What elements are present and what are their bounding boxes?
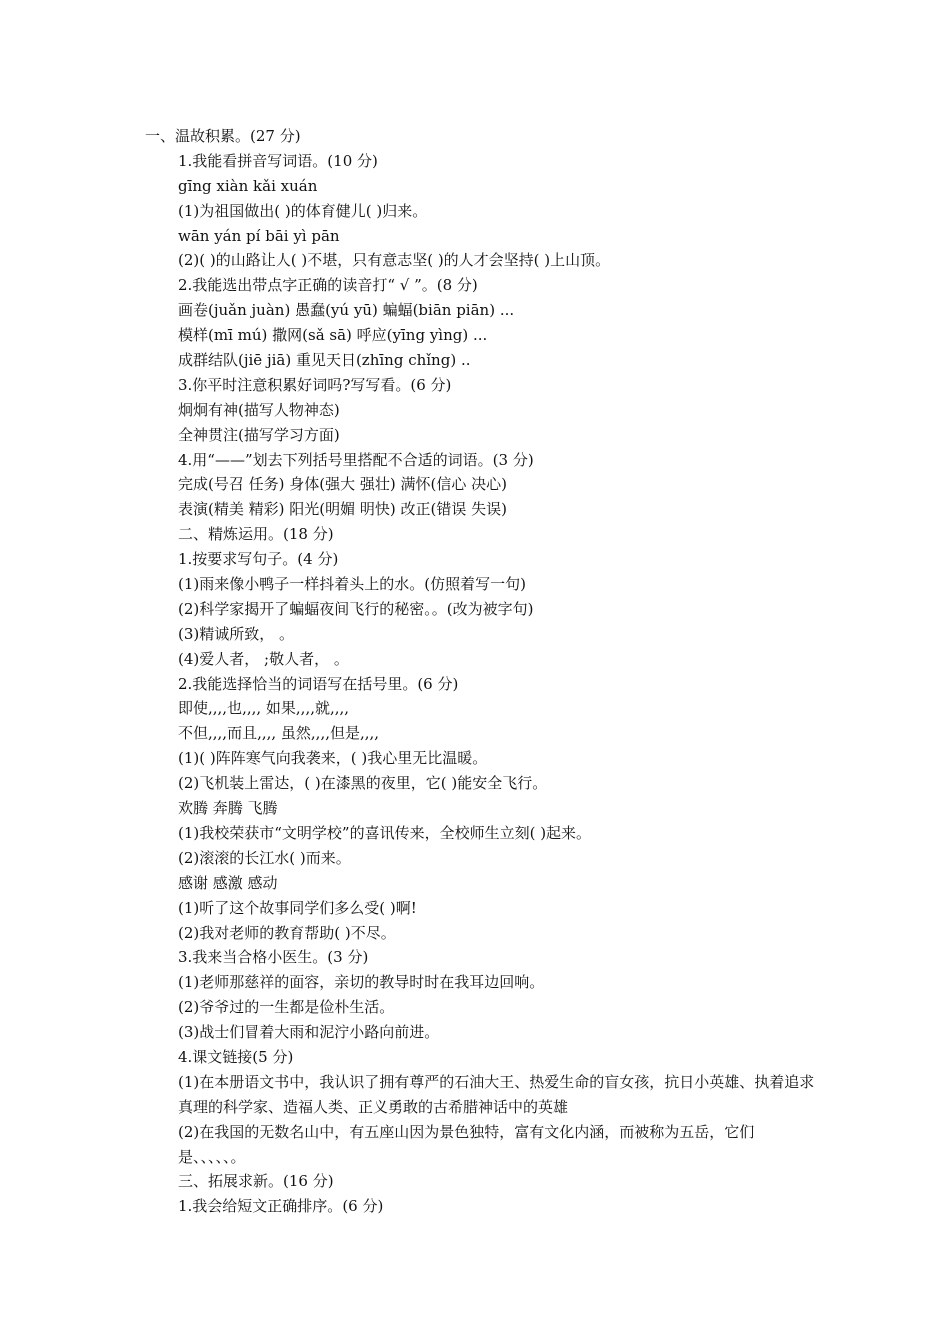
text-line: (4)爱人者， ;敬人者， 。 (178, 649, 349, 668)
text-line: (3)精诚所致， 。 (178, 624, 295, 643)
text-line: (1)老师那慈祥的面容，亲切的教导时时在我耳边回响。 (178, 973, 545, 992)
text-line: 3.你平时注意积累好词吗?写写看。(6 分) (178, 375, 452, 394)
text-line: 炯炯有神(描写人物神态) (178, 400, 340, 419)
text-line: (2)我对老师的教育帮助( )不尽。 (178, 923, 396, 942)
line-group-tail (145, 1169, 815, 1219)
paragraph-course-link-1: (1)在本册语文书中，我认识了拥有尊严的石油大王、热爱生命的盲女孩，抗日小英雄、执着追求真理的科学家、造福人类、正义勇敢的古希腊神话中的英雄 (178, 1072, 815, 1116)
text-line: 1.按要求写句子。(4 分) (178, 550, 339, 569)
text-line: (2)滚滚的长江水( )而来。 (178, 848, 351, 867)
text-line: (3)战士们冒着大雨和泥泞小路向前进。 (178, 1023, 440, 1042)
text-line: (1)( )阵阵寒气向我袭来，( )我心里无比温暖。 (178, 749, 488, 768)
text-line: (1)为祖国做出( )的体育健儿( )归来。 (178, 201, 428, 220)
text-line: 完成(号召 任务) 身体(强大 强壮) 满怀(信心 决心) (178, 475, 507, 494)
text-line: (1)雨来像小鸭子一样抖着头上的水。(仿照着写一句) (178, 575, 526, 594)
text-line: 模样(mī mú) 撒网(sǎ sā) 呼应(yīng yìng) ... (178, 326, 488, 345)
text-line: 2.我能选出带点字正确的读音打“ √ ”。(8 分) (178, 276, 478, 295)
text-line: 三、拓展求新。(16 分) (178, 1172, 334, 1191)
text-line: 画卷(juǎn juàn) 愚蠢(yú yū) 蝙蝠(biān piān) ... (178, 301, 515, 320)
text-line: (2)( )的山路让人( )不堪，只有意志坚( )的人才会坚持( )上山顶。 (178, 251, 611, 270)
text-line: 一、温故积累。(27 分) (145, 127, 301, 145)
text-line: 3.我来当合格小医生。(3 分) (178, 948, 369, 967)
text-line: 4.课文链接(5 分) (178, 1047, 294, 1066)
text-line: 表演(精美 精彩) 阳光(明媚 明快) 改正(错误 失误) (178, 500, 507, 519)
text-line: (1)我校荣获市“文明学校”的喜讯传来，全校师生立刻( )起来。 (178, 823, 592, 842)
text-line: gīng xiàn kǎi xuán (178, 176, 318, 195)
text-line: 4.用“——”划去下列括号里搭配不合适的词语。(3 分) (178, 450, 534, 469)
text-line: (2)科学家揭开了蝙蝠夜间飞行的秘密。。(改为被字句) (178, 599, 534, 618)
text-line: (1)听了这个故事同学们多么受( )啊! (178, 898, 417, 917)
text-line: 1.我会给短文正确排序。(6 分) (178, 1197, 384, 1216)
paragraph-course-link-2: (2)在我国的无数名山中，有五座山因为景色独特，富有文化内涵，而被称为五岳，它们是、、、、、。 (178, 1122, 755, 1166)
document-body (145, 124, 815, 1219)
text-line: 成群结队(jiē jiā) 重见天日(zhīng chǐng) .. (178, 351, 471, 370)
text-line: 1.我能看拼音写词语。(10 分) (178, 151, 378, 170)
text-line: 全神贯注(描写学习方面) (178, 425, 340, 444)
text-line: 2.我能选择恰当的词语写在括号里。(6 分) (178, 674, 459, 693)
line-group-main (145, 124, 815, 1070)
text-line: 不但,,,,而且,,,, 虽然,,,,但是,,,, (178, 724, 380, 743)
text-line: (2)飞机装上雷达，( )在漆黑的夜里，它( )能安全飞行。 (178, 774, 548, 793)
text-line: 即使,,,,也,,,, 如果,,,,就,,,, (178, 699, 350, 718)
text-line: wān yán pí bāi yì pān (178, 226, 340, 245)
text-line: (2)爷爷过的一生都是俭朴生活。 (178, 998, 395, 1017)
text-line: 感谢 感激 感动 (178, 873, 278, 892)
text-line: 欢腾 奔腾 飞腾 (178, 799, 278, 818)
text-line: 二、精炼运用。(18 分) (178, 525, 334, 544)
